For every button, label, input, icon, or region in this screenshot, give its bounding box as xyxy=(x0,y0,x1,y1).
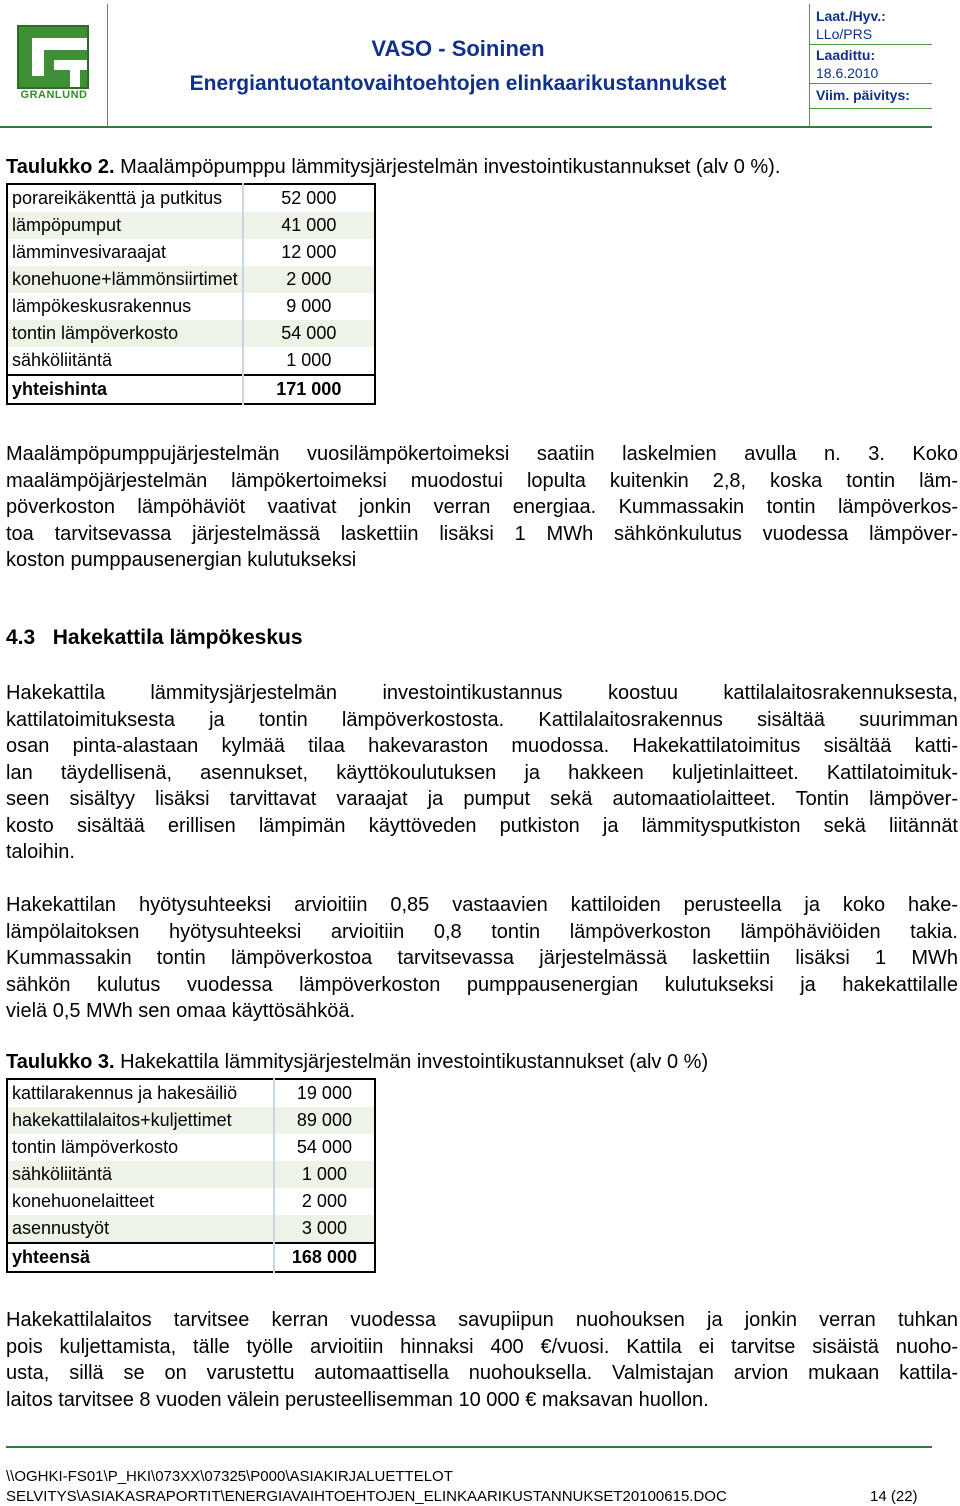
row-value: 1 000 xyxy=(243,347,375,375)
meta-paivitys-label: Viim. päivitys: xyxy=(816,87,910,103)
row-label: hakekattilalaitos+kuljettimet xyxy=(7,1107,274,1134)
row-value: 52 000 xyxy=(243,184,375,212)
row-label: sähköliitäntä xyxy=(7,1161,274,1188)
footer-path: \\OGHKI-FS01\P_HKI\073XX\07325\P000\ASIAKIRJALUETTELOT xyxy=(6,1468,453,1485)
row-value: 3 000 xyxy=(274,1215,375,1243)
meta-laat-value: LLo/PRS xyxy=(816,26,873,42)
section-title: Hakekattila lämpökeskus xyxy=(52,626,303,649)
text-line: maalämpöjärjestelmän lämpökertoimeksi muodostui lopulta kuitenkin 2,8, koska tontin läm- xyxy=(6,469,958,492)
meta-separator xyxy=(810,44,932,45)
meta-laadittu-label: Laadittu: xyxy=(816,47,876,63)
row-label: konehuonelaitteet xyxy=(12,1191,155,1211)
text-line: Hakekattilalaitos tarvitsee kerran vuodessa savupiipun nuohouksen ja jonkin verran tuhkan xyxy=(6,1309,958,1331)
text-line: pöverkoston lämpöhäviöt vaativat jonkin verran energiaa. Kummassakin tontin lämpöverkos- xyxy=(6,496,958,518)
table-row xyxy=(7,266,375,293)
document-title: VASO - Soininen xyxy=(371,36,545,61)
logo-wordmark: GRANLUND xyxy=(20,89,88,101)
row-label: tontin lämpöverkosto xyxy=(12,1137,179,1157)
text-line: vielä 0,5 MWh sen omaa käyttösähköä. xyxy=(6,1000,356,1022)
table-caption xyxy=(6,156,780,179)
meta-separator xyxy=(810,108,932,109)
text-line: osan pinta-alastaan kylmää tilaa hakevaraston muodossa. Hakekattilatoimitus sisältää katti- xyxy=(6,735,958,757)
text-line: kattilatoimituksesta ja tontin lämpöverkostosta. Kattilalaitosrakennus sisältää suurimman xyxy=(6,708,958,731)
table-row xyxy=(7,293,375,320)
meta-separator xyxy=(810,83,932,84)
text-line: lan täydellisenä, asennukset, käyttökoulutuksen ja hakkeen kuljetinlaitteet. Kattilatoimituk- xyxy=(6,761,958,784)
table-row xyxy=(7,347,375,375)
row-label: kattilarakennus ja hakesäiliö xyxy=(12,1083,238,1103)
total-value: 168 000 xyxy=(274,1243,375,1272)
row-label: konehuone+lämmönsiirtimet xyxy=(7,266,243,293)
cost-table xyxy=(6,1078,376,1273)
caption-text: Hakekattila lämmitysjärjestelmän investointikustannukset (alv 0 %) xyxy=(114,1051,709,1073)
cost-table xyxy=(6,183,376,405)
total-value: 171 000 xyxy=(243,375,375,404)
row-value: 2 000 xyxy=(274,1188,375,1215)
table-row xyxy=(7,1107,375,1134)
text-line: toa tarvitsevassa järjestelmässä laskettiin lisäksi 1 MWh sähkönkulutus vuodessa lämpöver- xyxy=(6,522,958,545)
page-header xyxy=(0,0,960,130)
row-value: 19 000 xyxy=(274,1079,375,1107)
footer-rule xyxy=(6,1446,932,1448)
caption-text: Maalämpöpumppu lämmitysjärjestelmän investointikustannukset (alv 0 %). xyxy=(114,156,781,178)
table-row xyxy=(7,1079,375,1107)
table-caption xyxy=(6,1051,708,1074)
text-line: Hakekattila lämmitysjärjestelmän investointikustannus koostuu kattilalaitosrakennuksesta, xyxy=(6,682,958,704)
paragraph xyxy=(6,892,958,1025)
row-value: 41 000 xyxy=(243,212,375,239)
text-line: koston pumppausenergian kulutukseksi xyxy=(6,549,357,571)
table-row xyxy=(7,1134,375,1161)
text-line: Hakekattilan hyötysuhteeksi arvioitiin 0,85 vastaavien kattiloiden perusteella ja koko hake- xyxy=(6,894,958,916)
table-total-row xyxy=(7,1243,375,1272)
table-row xyxy=(7,212,375,239)
header-divider xyxy=(107,4,108,126)
document-subtitle: Energiantuotantovaihtoehtojen elinkaarikustannukset xyxy=(189,72,727,95)
table-row xyxy=(7,1188,375,1215)
text-line: lämpölaitoksen hyötysuhteeksi arvioitiin 0,8 tontin lämpöverkoston lämpöhäviöiden takia. xyxy=(6,920,958,943)
row-value: 9 000 xyxy=(243,293,375,320)
row-label: porareikäkenttä ja putkitus xyxy=(12,188,223,208)
text-line: Kummassakin tontin lämpöverkostoa tarvitsevassa järjestelmässä laskettiin lisäksi 1 MWh xyxy=(6,947,958,969)
row-value: 2 000 xyxy=(243,266,375,293)
text-line: usta, sillä se on varustettu automaattisella nuohouksella. Valmistajan arvion mukaan kattila- xyxy=(6,1362,958,1384)
table-row xyxy=(7,1215,375,1243)
meta-laadittu-value: 18.6.2010 xyxy=(816,65,879,81)
row-label: lämpöpumput xyxy=(7,212,243,239)
row-label: lämpökeskusrakennus xyxy=(12,296,192,316)
row-label: asennustyöt xyxy=(7,1215,274,1243)
paragraph xyxy=(6,680,958,866)
total-label: yhteensä xyxy=(7,1243,274,1272)
table-total-row xyxy=(7,375,375,404)
meta-laat-label: Laat./Hyv.: xyxy=(816,8,886,24)
text-line: sähkön kulutus vuodessa lämpöverkoston pumppausenergian kulutukseksi ja hakekattilalle xyxy=(6,973,958,996)
row-label: tontin lämpöverkosto xyxy=(7,320,243,347)
header-rule xyxy=(0,126,932,128)
text-line: pois kuljettamista, tälle työlle arvioitiin hinnaksi 400 €/vuosi. Kattila ei tarvitse sisäistä nuoho- xyxy=(6,1335,958,1358)
total-label: yhteishinta xyxy=(7,375,243,404)
footer-path: SELVITYS\ASIAKASRAPORTIT\ENERGIAVAIHTOEHTOJEN_ELINKAARIKUSTANNUKSET20100615.DOC xyxy=(6,1488,727,1505)
section-number: 4.3 xyxy=(6,626,36,649)
caption-number: Taulukko 3. xyxy=(6,1051,115,1073)
page-number: 14 (22) xyxy=(870,1488,918,1505)
row-value: 12 000 xyxy=(243,239,375,266)
caption-number: Taulukko 2. xyxy=(6,156,115,178)
row-value: 54 000 xyxy=(243,320,375,347)
row-value: 54 000 xyxy=(274,1134,375,1161)
row-value: 89 000 xyxy=(274,1107,375,1134)
text-line: kosto sisältää erillisen lämpimän käyttöveden putkiston ja lämmitysputkiston sekä liitännät xyxy=(6,814,958,837)
paragraph xyxy=(6,1307,958,1413)
table-row xyxy=(7,1161,375,1188)
row-value: 1 000 xyxy=(274,1161,375,1188)
row-label: sähköliitäntä xyxy=(12,350,113,370)
table-row xyxy=(7,320,375,347)
text-line: taloihin. xyxy=(6,841,75,863)
row-label: lämminvesivaraajat xyxy=(12,242,167,262)
text-line: seen sisältyy lisäksi tarvittavat varaajat ja pumput sekä automaatiolaitteet. Tontin lämpöver- xyxy=(6,788,958,810)
table-row xyxy=(7,239,375,266)
section-heading xyxy=(6,626,303,650)
table-row xyxy=(7,184,375,212)
text-line: laitos tarvitsee 8 vuoden välein perusteellisemman 10 000 € maksavan huollon. xyxy=(6,1388,709,1411)
paragraph xyxy=(6,441,958,574)
text-line: Maalämpöpumppujärjestelmän vuosilämpökertoimeksi saatiin laskelmien avulla n. 3. Koko xyxy=(6,443,958,465)
